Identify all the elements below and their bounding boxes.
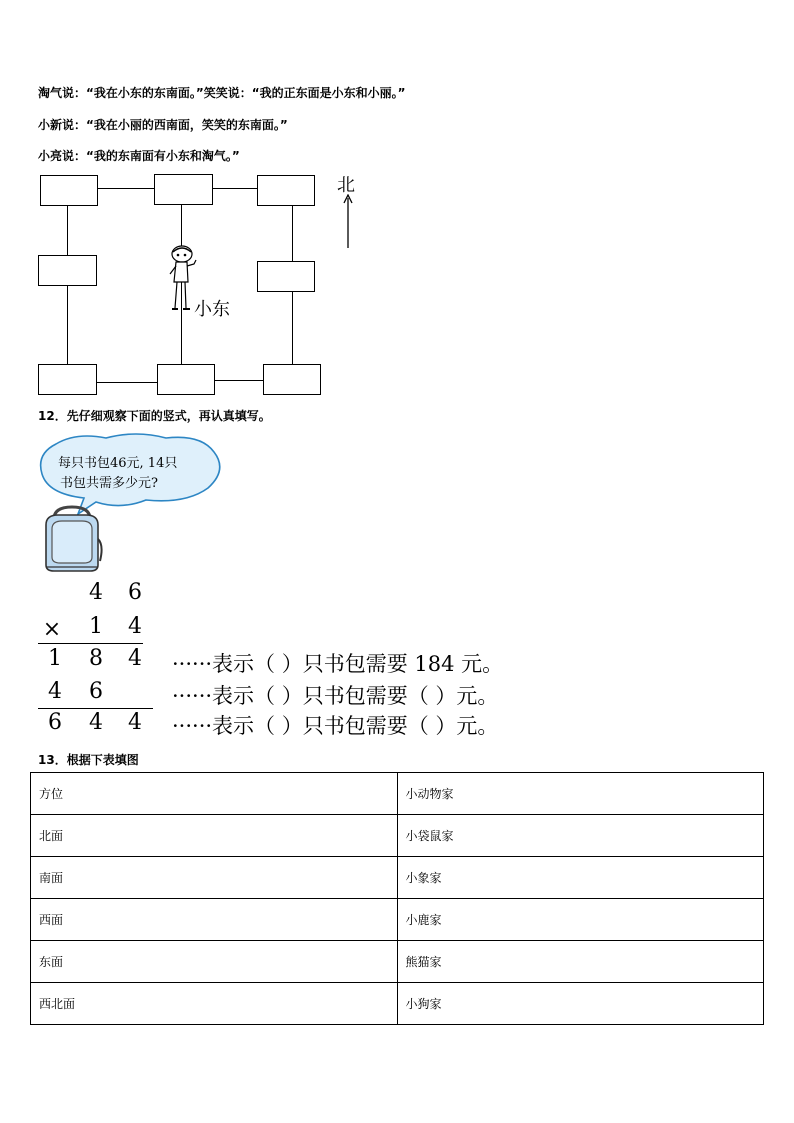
north-label: 北 xyxy=(337,175,355,196)
statement-1: 淘气说：“我在小东的东南面。”笑笑说：“我的正东面是小东和小丽。” xyxy=(38,86,406,100)
explanation-3: ······表示（ ）只书包需要（ ）元。 xyxy=(172,714,499,738)
map-box-north xyxy=(154,174,213,205)
table-cell: 方位 xyxy=(31,773,398,815)
map-box-south xyxy=(157,364,215,395)
bubble-line-1: 每只书包46元, 14只 xyxy=(58,456,178,471)
calc-digit: 6 xyxy=(48,710,62,735)
table-cell: 东面 xyxy=(31,941,398,983)
table-row xyxy=(31,941,764,983)
map-line xyxy=(292,292,293,365)
table-cell: 熊猫家 xyxy=(397,941,764,983)
calc-digit: 4 xyxy=(128,710,142,735)
statement-2: 小新说：“我在小丽的西南面，笑笑的东南面。” xyxy=(38,118,288,132)
person-label: 小东 xyxy=(194,299,230,320)
map-box-northeast xyxy=(257,175,315,206)
table-cell: 小象家 xyxy=(397,857,764,899)
map-box-east xyxy=(257,261,315,292)
table-row xyxy=(31,983,764,1025)
north-arrow-icon xyxy=(341,194,355,248)
explanation-2: ······表示（ ）只书包需要（ ）元。 xyxy=(172,684,499,708)
calc-operator: × xyxy=(42,617,62,642)
map-line xyxy=(67,205,68,255)
explanation-1: ······表示（ ）只书包需要 184 元。 xyxy=(172,652,504,676)
map-box-west xyxy=(38,255,97,286)
table-cell: 小动物家 xyxy=(397,773,764,815)
table-row xyxy=(31,899,764,941)
calc-digit: 4 xyxy=(128,646,142,671)
calc-digit: 8 xyxy=(89,646,103,671)
table-row xyxy=(31,773,764,815)
calc-digit: 1 xyxy=(48,646,62,671)
calc-digit: 4 xyxy=(48,679,62,704)
map-box-southeast xyxy=(263,364,321,395)
table-row xyxy=(31,815,764,857)
backpack-icon xyxy=(40,505,104,573)
map-line xyxy=(96,382,158,383)
map-box-northwest xyxy=(40,175,98,206)
calc-digit: 4 xyxy=(128,614,142,639)
map-line xyxy=(67,285,68,365)
calc-digit: 4 xyxy=(89,580,103,605)
statement-3: 小亮说：“我的东南面有小东和淘气。” xyxy=(38,149,240,163)
map-line xyxy=(212,188,258,189)
calc-line xyxy=(38,643,143,644)
calc-digit: 6 xyxy=(89,679,103,704)
q13-title: 13．根据下表填图 xyxy=(38,753,139,767)
calc-line xyxy=(38,708,153,709)
table-cell: 小鹿家 xyxy=(397,899,764,941)
map-box-southwest xyxy=(38,364,97,395)
map-line xyxy=(97,188,155,189)
bubble-line-2: 书包共需多少元? xyxy=(60,476,158,491)
calc-digit: 6 xyxy=(128,580,142,605)
table-cell: 西北面 xyxy=(31,983,398,1025)
map-line xyxy=(292,205,293,261)
direction-table xyxy=(30,772,764,1025)
calc-digit: 4 xyxy=(89,710,103,735)
calc-digit: 1 xyxy=(89,614,103,639)
q12-title: 12．先仔细观察下面的竖式，再认真填写。 xyxy=(38,409,271,423)
table-cell: 西面 xyxy=(31,899,398,941)
table-cell: 小狗家 xyxy=(397,983,764,1025)
table-cell: 南面 xyxy=(31,857,398,899)
table-row xyxy=(31,857,764,899)
map-line xyxy=(214,380,264,381)
table-cell: 小袋鼠家 xyxy=(397,815,764,857)
table-cell: 北面 xyxy=(31,815,398,857)
